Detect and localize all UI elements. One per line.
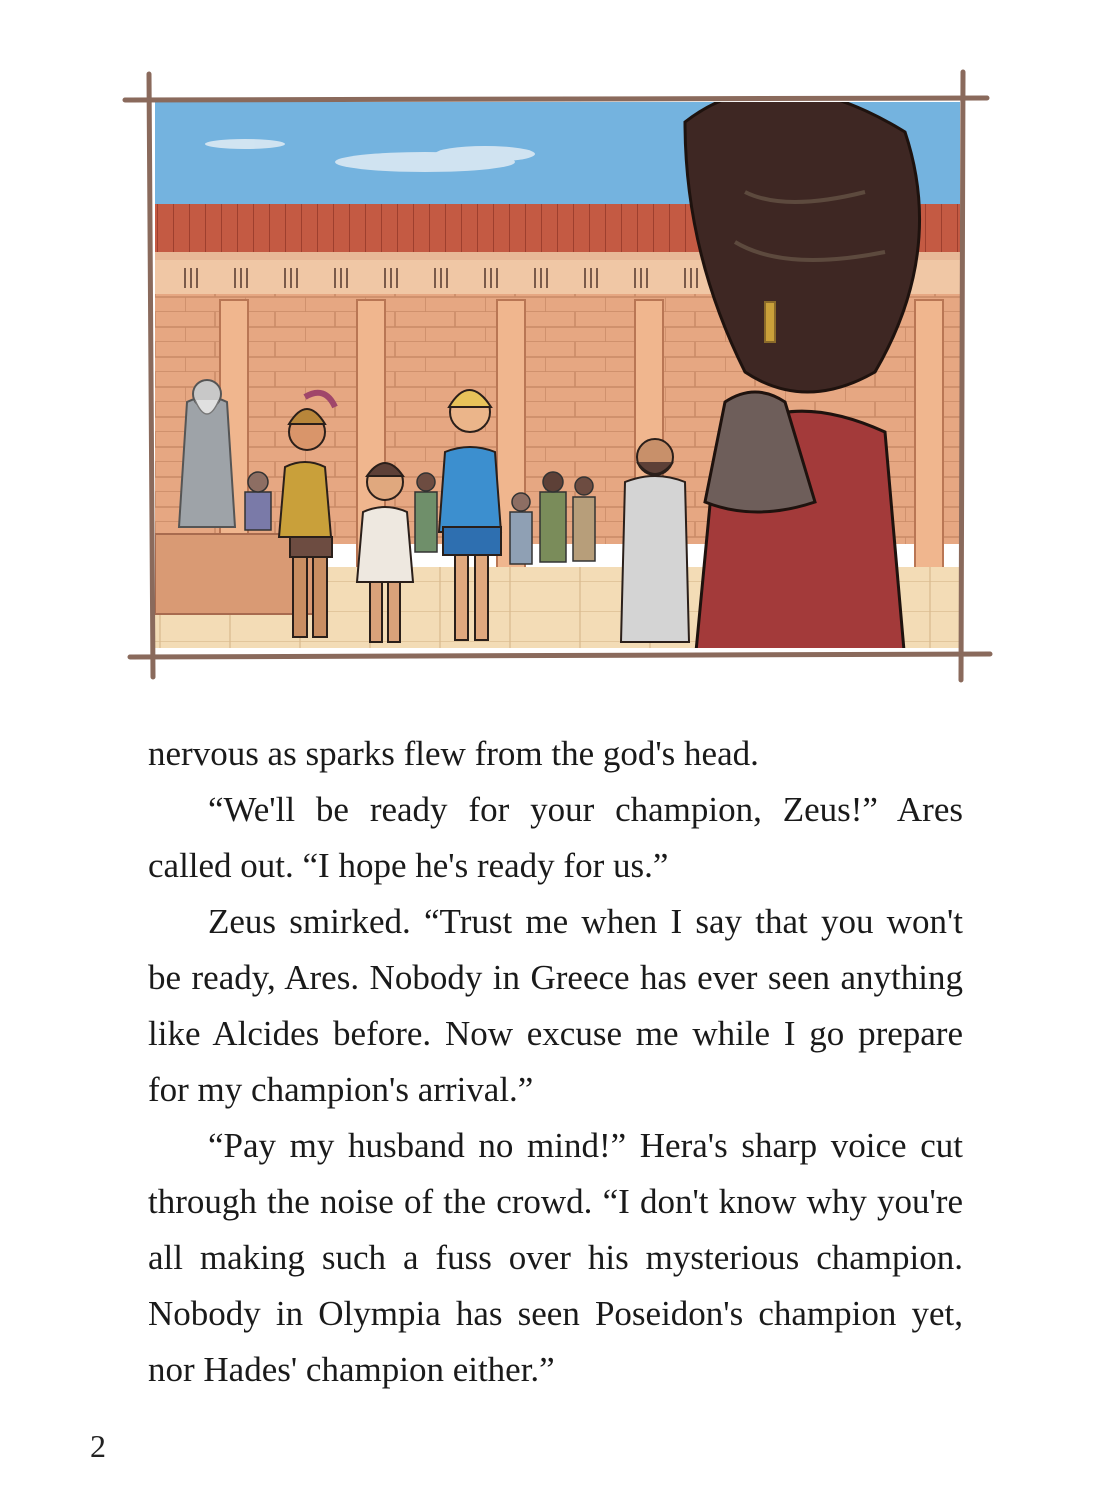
illustration-svg (125, 72, 990, 682)
story-text (148, 726, 963, 1398)
story-paragraph: Zeus smirked. “Trust me when I say that you won't be ready, Ares. Nobody in Greece has ever seen anything like Alcides before. Now excuse me while I go prepare for my champion's arrival.” (148, 902, 963, 1109)
page-number: 2 (90, 1428, 106, 1464)
story-paragraph: “Pay my husband no mind!” Hera's sharp voice cut through the noise of the crowd. “I don't know why you're all making such a fuss over his mysterious champion. Nobody in Olympia has seen Poseidon's champion yet, nor Hades' champion either.” (148, 1126, 963, 1389)
story-paragraph: nervous as sparks flew from the god's head. (148, 734, 759, 773)
scene (155, 89, 960, 662)
story-illustration (125, 72, 990, 682)
story-paragraph: “We'll be ready for your champion, Zeus!” Ares called out. “I hope he's ready for us.” (148, 790, 963, 885)
zeus-statue (179, 380, 235, 527)
